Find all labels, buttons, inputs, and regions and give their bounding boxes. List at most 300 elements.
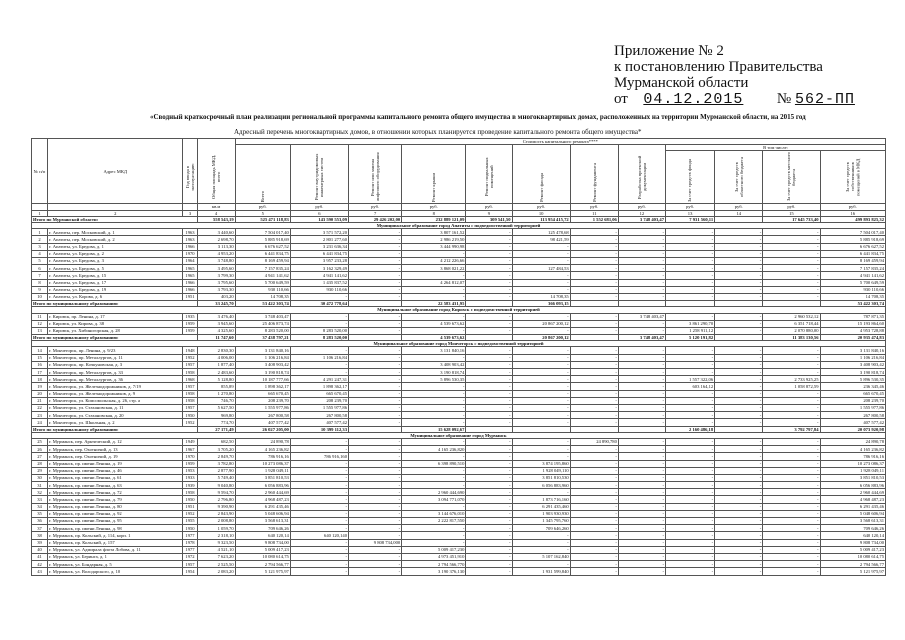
value-cell: 267 800,58 — [290, 412, 348, 419]
value-cell: - — [349, 313, 402, 320]
table-row — [32, 327, 886, 334]
value-cell: - — [466, 313, 512, 320]
value-cell: 5 885 918,69 — [235, 236, 290, 243]
value-cell: 236 345,46 — [820, 383, 886, 390]
value-cell: 5 009 417,23 — [820, 546, 886, 553]
value-cell: - — [763, 467, 820, 474]
total-value: 3 748 403,47 — [618, 335, 665, 341]
value-cell: 20 867 200,12 — [512, 320, 570, 327]
unit-cell: руб. — [570, 204, 618, 210]
value-cell: 1977 — [183, 532, 197, 539]
value-cell: - — [349, 327, 402, 334]
address-cell: г. Мончегорск, ул. Стахановская, д. 11 — [48, 404, 183, 411]
value-cell: - — [512, 257, 570, 264]
value-cell: 1959 — [183, 460, 197, 467]
col-facade: Ремонт фасада — [512, 145, 570, 204]
value-cell: - — [349, 250, 402, 257]
address-cell: г. Апатиты, ул. Бредова, д. 15 — [48, 272, 183, 279]
value-cell: 1958 — [183, 369, 197, 376]
col-area: Общая площадь МКД, всего — [197, 139, 235, 204]
address-cell: г. Мурманск, пр. Кольский, д. 114, корп. 1 — [48, 532, 183, 539]
value-cell: - — [466, 320, 512, 327]
value-cell: - — [570, 397, 618, 404]
col-roof: Ремонт крыши — [402, 145, 466, 204]
value-cell: 3 957 233,28 — [290, 257, 348, 264]
value-cell: - — [466, 518, 512, 525]
address-cell: г. Мончегорск, ул. Комсомольская, д. 26, стр. а — [48, 397, 183, 404]
value-cell: 1951 — [183, 293, 197, 300]
value-cell: 1 928 049,110 — [512, 467, 570, 474]
value-cell: 22 — [32, 404, 48, 411]
value-cell: - — [402, 293, 466, 300]
value-cell: - — [618, 503, 665, 510]
value-cell: - — [290, 320, 348, 327]
value-cell: - — [715, 327, 763, 334]
value-cell: 14 708,35 — [512, 293, 570, 300]
value-cell: - — [349, 390, 402, 397]
value-cell: - — [402, 532, 466, 539]
value-cell: - — [402, 272, 466, 279]
value-cell: 3 131 840,16 — [402, 347, 466, 354]
value-cell: 8 169 459,94 — [235, 257, 290, 264]
value-cell: 640 120,140 — [290, 532, 348, 539]
value-cell: - — [466, 496, 512, 503]
value-cell: - — [290, 446, 348, 453]
value-cell: - — [570, 354, 618, 361]
value-cell: - — [666, 561, 715, 568]
document-subtitle: Адресный перечень многоквартирных домов, в отношении которых планируется проведение капитального ремонта общего имущества* — [234, 128, 642, 136]
value-cell: - — [618, 518, 665, 525]
value-cell: - — [570, 236, 618, 243]
document-title: «Сводный краткосрочный план реализации региональной программы капитального ремонта общего имущества в многоквартирных домах, расположенных на территории Мурманской области, на 2015 год — [150, 113, 806, 121]
address-cell: г. Мурманск, пр. имени Ленина, д. 72 — [48, 489, 183, 496]
value-cell: 3 782,80 — [197, 460, 235, 467]
table-row — [32, 453, 886, 460]
date-prefix: от — [614, 91, 628, 107]
value-cell: - — [570, 474, 618, 481]
value-cell: - — [570, 568, 618, 575]
value-cell: - — [290, 496, 348, 503]
value-cell: - — [402, 438, 466, 445]
value-cell: 15 193 864,60 — [820, 320, 886, 327]
value-cell: - — [512, 361, 570, 368]
value-cell: 3 131 840,16 — [820, 347, 886, 354]
value-cell: 3 571 572,20 — [290, 229, 348, 236]
column-number-cell: 6 — [290, 210, 348, 216]
value-cell: 4 953 728,88 — [820, 327, 886, 334]
value-cell: - — [402, 327, 466, 334]
column-number-cell: 16 — [820, 210, 886, 216]
value-cell: - — [715, 503, 763, 510]
value-cell: - — [715, 453, 763, 460]
value-cell: 1952 — [183, 510, 197, 517]
value-cell: - — [666, 553, 715, 560]
value-cell: 1950 — [183, 496, 197, 503]
value-cell: 17 — [32, 369, 48, 376]
value-cell: 4 212 226,66 — [402, 257, 466, 264]
value-cell: 10 080 614,75 — [820, 553, 886, 560]
value-cell: - — [349, 510, 402, 517]
table-row — [32, 286, 886, 293]
value-cell: - — [666, 279, 715, 286]
value-cell: - — [715, 236, 763, 243]
value-cell: - — [466, 460, 512, 467]
value-cell: - — [666, 482, 715, 489]
value-cell: 3 113,30 — [197, 243, 235, 250]
address-cell: г. Мурманск, пр. имени Ленина, д. 19 — [48, 460, 183, 467]
total-value: 20 867 200,12 — [512, 335, 570, 341]
value-cell: 19 — [32, 383, 48, 390]
value-cell: - — [512, 453, 570, 460]
value-cell: 1963 — [183, 236, 197, 243]
value-cell: - — [715, 496, 763, 503]
address-cell: г. Мурманск, пер. Охотничий, д. 13 — [48, 446, 183, 453]
value-cell: - — [666, 503, 715, 510]
value-cell: - — [466, 354, 512, 361]
value-cell: 2 733 925,25 — [763, 376, 820, 383]
value-cell: - — [290, 539, 348, 546]
value-cell: 2 960 444,690 — [402, 489, 466, 496]
value-cell: - — [763, 397, 820, 404]
value-cell: - — [466, 474, 512, 481]
value-cell: 1963 — [183, 229, 197, 236]
value-cell: - — [618, 390, 665, 397]
value-cell: - — [666, 354, 715, 361]
value-cell: - — [570, 532, 618, 539]
value-cell: - — [618, 419, 665, 426]
value-cell: 208 239,70 — [290, 397, 348, 404]
value-cell: 1970 — [183, 453, 197, 460]
value-cell: 4 953,20 — [197, 250, 235, 257]
value-cell: 4 165 236,82 — [820, 446, 886, 453]
address-cell: г. Кировск, пр. Ленина, д. 17 — [48, 313, 183, 320]
appendix-date-line — [614, 91, 874, 108]
table-row — [32, 320, 886, 327]
value-cell: - — [466, 361, 512, 368]
total-value: 7 931 560,11 — [666, 216, 715, 222]
value-cell: - — [715, 390, 763, 397]
table-row — [32, 257, 886, 264]
value-cell: 1964 — [183, 257, 197, 264]
column-number-cell: 11 — [570, 210, 618, 216]
value-cell: - — [466, 561, 512, 568]
value-cell: - — [349, 568, 402, 575]
value-cell: - — [763, 460, 820, 467]
value-cell: 3 795,60 — [197, 279, 235, 286]
value-cell: - — [570, 496, 618, 503]
value-cell: 1949 — [183, 438, 197, 445]
repair-plan-table-wrapper — [31, 138, 886, 576]
value-cell: - — [512, 438, 570, 445]
value-cell: 12 — [32, 320, 48, 327]
value-cell: 1965 — [183, 265, 197, 272]
value-cell: 98 421,59 — [512, 236, 570, 243]
value-cell: 1 345 795,760 — [512, 518, 570, 525]
value-cell: - — [570, 257, 618, 264]
value-cell: 640 120,14 — [820, 532, 886, 539]
value-cell: - — [349, 532, 402, 539]
value-cell: - — [763, 474, 820, 481]
value-cell: 1 898 362,17 — [290, 383, 348, 390]
value-cell: 41 — [32, 553, 48, 560]
value-cell: - — [466, 467, 512, 474]
value-cell: - — [402, 453, 466, 460]
value-cell: 403,20 — [197, 293, 235, 300]
value-cell: - — [466, 236, 512, 243]
value-cell: - — [466, 546, 512, 553]
unit-cell: руб. — [349, 204, 402, 210]
value-cell: - — [466, 293, 512, 300]
table-row — [32, 229, 886, 236]
value-cell: 1 106 216,84 — [820, 354, 886, 361]
value-cell: - — [512, 446, 570, 453]
total-value: 232 889 121,09 — [402, 216, 466, 222]
value-cell: - — [349, 397, 402, 404]
value-cell: - — [570, 376, 618, 383]
table-row — [32, 460, 886, 467]
column-number-cell: 12 — [618, 210, 665, 216]
value-cell: - — [618, 347, 665, 354]
value-cell: - — [349, 453, 402, 460]
value-cell: - — [349, 404, 402, 411]
repair-plan-table — [31, 138, 886, 576]
address-cell: г. Апатиты, ул. Бредова, д. 2 — [48, 250, 183, 257]
value-cell: - — [618, 553, 665, 560]
value-cell: - — [349, 369, 402, 376]
value-cell: 3 945,60 — [197, 320, 235, 327]
value-cell: 13 — [32, 327, 48, 334]
column-number-cell: 2 — [48, 210, 183, 216]
value-cell: - — [570, 467, 618, 474]
value-cell: 1957 — [183, 404, 197, 411]
value-cell: - — [402, 354, 466, 361]
value-cell: - — [290, 313, 348, 320]
table-row — [32, 510, 886, 517]
value-cell: 746,70 — [197, 397, 235, 404]
value-cell: - — [466, 553, 512, 560]
value-cell: - — [466, 438, 512, 445]
value-cell: - — [715, 313, 763, 320]
value-cell: - — [466, 272, 512, 279]
value-cell: - — [715, 518, 763, 525]
value-cell: - — [763, 354, 820, 361]
value-cell: 1977 — [183, 546, 197, 553]
section-title: Муниципальное образование город Мончегорск с подведомственной территорией — [32, 341, 886, 347]
unit-cell: руб. — [820, 204, 886, 210]
value-cell: - — [512, 347, 570, 354]
value-cell: - — [570, 539, 618, 546]
value-cell: - — [290, 510, 348, 517]
value-cell: - — [349, 257, 402, 264]
column-number-cell: 10 — [512, 210, 570, 216]
table-row — [32, 489, 886, 496]
table-row — [32, 390, 886, 397]
value-cell: - — [570, 553, 618, 560]
value-cell: - — [763, 250, 820, 257]
value-cell: - — [512, 354, 570, 361]
value-cell: - — [349, 546, 402, 553]
value-cell: - — [570, 412, 618, 419]
table-row — [32, 369, 886, 376]
value-cell: - — [466, 279, 512, 286]
value-cell: - — [715, 397, 763, 404]
value-cell: 2 877,90 — [197, 467, 235, 474]
value-cell: 3 868 021,22 — [402, 265, 466, 272]
value-cell: - — [402, 397, 466, 404]
value-cell: 4 539 673,62 — [402, 320, 466, 327]
total-value: 27 171,49 — [197, 426, 235, 432]
value-cell: 40 — [32, 546, 48, 553]
value-cell: - — [570, 460, 618, 467]
total-value: 53 422 303,74 — [235, 301, 290, 307]
value-cell: 5 749,40 — [197, 474, 235, 481]
value-cell: - — [570, 453, 618, 460]
value-cell: 5 885 918,69 — [820, 236, 886, 243]
address-cell: г. Мурманск, ул. Адмирала флота Лобова, д. 11 — [48, 546, 183, 553]
value-cell: 267 800,58 — [235, 412, 290, 419]
address-cell: г. Апатиты, ул. Корова, д. 6 — [48, 293, 183, 300]
value-cell: 1955 — [183, 518, 197, 525]
value-cell: - — [715, 347, 763, 354]
value-cell: 1 928 049,11 — [235, 467, 290, 474]
value-cell: - — [618, 397, 665, 404]
value-cell: 786 916,16 — [820, 453, 886, 460]
value-cell: - — [715, 361, 763, 368]
address-cell: г. Апатиты, пер. Московский, д. 2 — [48, 236, 183, 243]
value-cell: 6 291 435,46 — [235, 503, 290, 510]
value-cell: - — [666, 532, 715, 539]
value-cell: 42 — [32, 561, 48, 568]
value-cell: - — [715, 553, 763, 560]
table-row — [32, 397, 886, 404]
value-cell: - — [570, 489, 618, 496]
value-cell: - — [570, 293, 618, 300]
value-cell: - — [570, 272, 618, 279]
total-label: Итого по муниципальному образованию: — [32, 426, 198, 432]
value-cell: - — [290, 561, 348, 568]
value-cell: - — [715, 286, 763, 293]
value-cell: 5 107 162,840 — [512, 553, 570, 560]
value-cell: - — [570, 347, 618, 354]
value-cell: 43 — [32, 568, 48, 575]
value-cell: - — [763, 361, 820, 368]
value-cell: - — [618, 376, 665, 383]
value-cell: 709 646,26 — [820, 525, 886, 532]
value-cell: 15 — [32, 354, 48, 361]
value-cell: - — [618, 525, 665, 532]
table-row — [32, 474, 886, 481]
value-cell: 787 871,35 — [820, 313, 886, 320]
section-title: Муниципальное образование город Апатиты с подведомственной территорией — [32, 223, 886, 229]
number-prefix: № — [776, 91, 792, 107]
value-cell: 5 700 649,59 — [235, 279, 290, 286]
value-cell: 2 849,70 — [197, 453, 235, 460]
value-cell: - — [466, 532, 512, 539]
col-owners: За счет средств собственников помещений в МКД — [820, 151, 886, 204]
value-cell: - — [466, 243, 512, 250]
value-cell: 969,80 — [197, 412, 235, 419]
value-cell: - — [402, 503, 466, 510]
value-cell: - — [618, 250, 665, 257]
value-cell: 1 928 049,11 — [820, 467, 886, 474]
value-cell: 682,50 — [197, 438, 235, 445]
value-cell: - — [763, 482, 820, 489]
appendix-ref: к постановлению Правительства — [614, 59, 823, 75]
value-cell: 10 273 086,37 — [235, 460, 290, 467]
col-incl-group: В том числе: — [666, 145, 886, 151]
value-cell: 1953 — [183, 467, 197, 474]
value-cell: 3 144 676,010 — [402, 510, 466, 517]
value-cell: - — [666, 236, 715, 243]
value-cell: 3 162 329,49 — [290, 265, 348, 272]
value-cell: 3 851 810,53 — [820, 474, 886, 481]
col-cost-group: Стоимость капитального ремонта**** — [235, 139, 885, 145]
value-cell: - — [512, 286, 570, 293]
value-cell: 24 — [32, 419, 48, 426]
value-cell: - — [570, 265, 618, 272]
value-cell: - — [402, 474, 466, 481]
value-cell: - — [715, 369, 763, 376]
value-cell: 407 577,42 — [235, 419, 290, 426]
value-cell: 4 968 487,23 — [820, 496, 886, 503]
table-row — [32, 272, 886, 279]
value-cell: - — [763, 539, 820, 546]
address-cell: г. Мончегорск, ул. Стахановская, д. 20 — [48, 412, 183, 419]
value-cell: 786 916,160 — [290, 453, 348, 460]
value-cell: 6 056 883,960 — [512, 482, 570, 489]
value-cell: 127 484,53 — [512, 265, 570, 272]
value-cell: 2 794 566,77 — [820, 561, 886, 568]
value-cell: - — [715, 257, 763, 264]
total-value: 558 543,19 — [197, 216, 235, 222]
value-cell: - — [618, 467, 665, 474]
value-cell: 9 040,80 — [197, 482, 235, 489]
value-cell: - — [666, 265, 715, 272]
value-cell: 28 — [32, 460, 48, 467]
value-cell: 5 627,50 — [197, 404, 235, 411]
value-cell: - — [666, 404, 715, 411]
address-cell: г. Мончегорск, пр. Ленина, д. 9/23 — [48, 347, 183, 354]
value-cell: - — [402, 390, 466, 397]
value-cell: - — [512, 279, 570, 286]
unit-cell: руб. — [235, 204, 290, 210]
value-cell: - — [618, 568, 665, 575]
value-cell: - — [570, 250, 618, 257]
value-cell: - — [570, 546, 618, 553]
address-cell: г. Мончегорск, ул. Железнодорожников, д. 9 — [48, 390, 183, 397]
appendix-title: Приложение № 2 — [614, 43, 724, 59]
address-cell: г. Апатиты, ул. Бредова, д. 3 — [48, 257, 183, 264]
value-cell: 11 — [32, 313, 48, 320]
value-cell: 34 — [32, 503, 48, 510]
value-cell: - — [618, 236, 665, 243]
value-cell: - — [763, 272, 820, 279]
value-cell: 2 794 566,770 — [402, 561, 466, 568]
address-cell: г. Мурманск, пр. имени Ленина, д. 98 — [48, 525, 183, 532]
value-cell: - — [763, 446, 820, 453]
value-cell: 3 748 403,47 — [235, 313, 290, 320]
value-cell: - — [763, 518, 820, 525]
section-title: Муниципальное образование город Мурманск — [32, 432, 886, 438]
value-cell: - — [290, 293, 348, 300]
value-cell: - — [466, 376, 512, 383]
value-cell: - — [290, 438, 348, 445]
value-cell: 2 083,20 — [197, 568, 235, 575]
value-cell: - — [763, 293, 820, 300]
value-cell: - — [763, 568, 820, 575]
value-cell: - — [290, 553, 348, 560]
value-cell: 6 351 718,44 — [763, 320, 820, 327]
